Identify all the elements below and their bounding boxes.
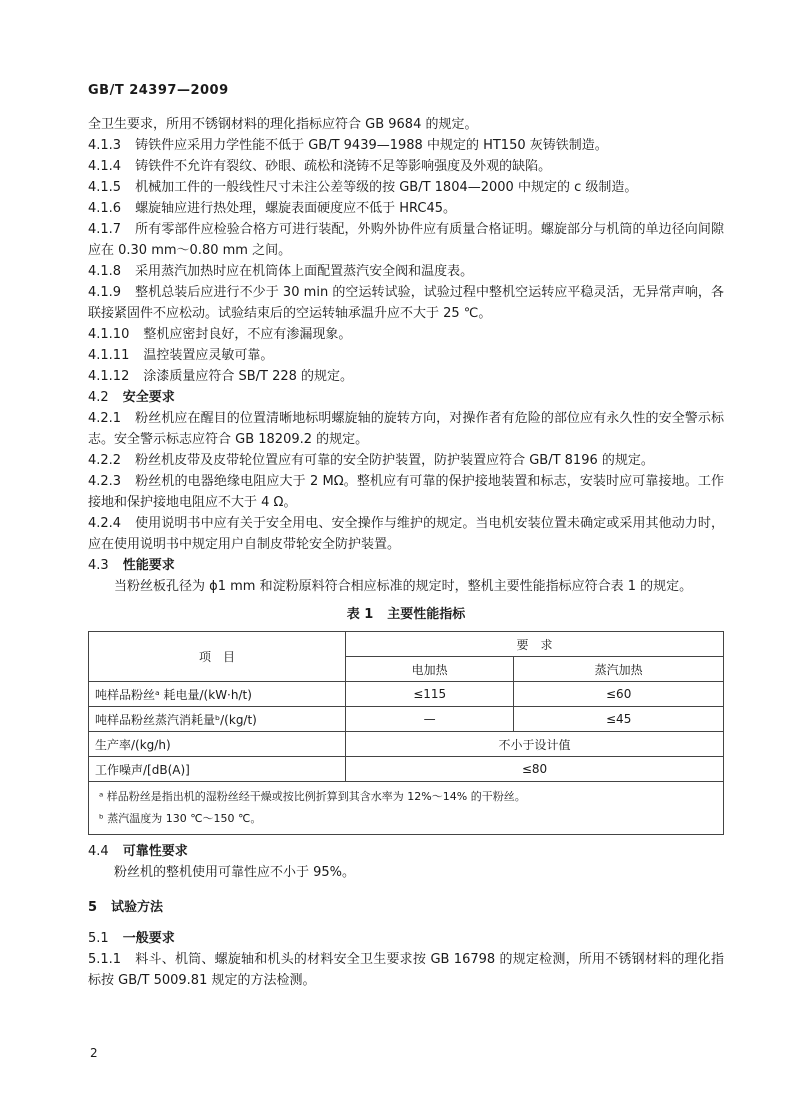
- paragraph-4-1-8: 4.1.8 采用蒸汽加热时应在机筒体上面配置蒸汽安全阀和温度表。: [88, 264, 474, 279]
- row-item: 吨样品粉丝ᵃ 耗电量/(kW·h/t): [89, 682, 346, 707]
- paragraph-4-1-12: 4.1.12 涂漆质量应符合 SB/T 228 的规定。: [88, 369, 354, 384]
- paragraph-4-1-7: 4.1.7 所有零部件应检验合格方可进行装配，外购外协件应有质量合格证明。螺旋部分与机筒的单边径向间隙应在 0.30 mm～0.80 mm 之间。: [88, 222, 724, 258]
- document-body: [88, 114, 724, 991]
- header-item: 项 目: [89, 632, 346, 682]
- clause-number: 4.1.9: [88, 285, 122, 300]
- table-row: [89, 707, 724, 732]
- table-footnote-row: [89, 782, 724, 835]
- section-heading-4-2: 4.2 安全要求: [88, 390, 175, 405]
- section-heading-4-4: 4.4 可靠性要求: [88, 844, 188, 859]
- performance-table: [88, 631, 724, 835]
- row-value: ≤80: [346, 757, 724, 782]
- clause-number: 4.2.3: [88, 474, 122, 489]
- paragraph-4-3-intro: 当粉丝板孔径为 ϕ1 mm 和淀粉原料符合相应标准的规定时，整机主要性能指标应符合表 1 的规定。: [114, 579, 693, 594]
- section-heading-5-1: 5.1 一般要求: [88, 931, 175, 946]
- clause-number: 4.1.6: [88, 201, 122, 216]
- paragraph-4-1-10: 4.1.10 整机应密封良好，不应有渗漏现象。: [88, 327, 352, 342]
- row-item: 工作噪声/[dB(A)]: [89, 757, 346, 782]
- table-row: [89, 732, 724, 757]
- paragraph-4-4: 粉丝机的整机使用可靠性应不小于 95%。: [114, 865, 356, 880]
- footnote-a: ᵃ 样品粉丝是指出机的湿粉丝经干燥或按比例折算到其含水率为 12%～14% 的干粉丝。: [99, 790, 526, 803]
- clause-number: 4.1.5: [88, 180, 122, 195]
- clause-number: 4.1.10: [88, 327, 130, 342]
- paragraph-5-1-1: 5.1.1 料斗、机筒、螺旋轴和机头的材料安全卫生要求按 GB 16798 的规定检测，所用不锈钢材料的理化指标按 GB/T 5009.81 规定的方法检测。: [88, 952, 724, 988]
- paragraph-4-2-2: 4.2.2 粉丝机皮带及皮带轮位置应有可靠的安全防护装置，防护装置应符合 GB/T 8196 的规定。: [88, 453, 654, 468]
- clause-number: 4.1.4: [88, 159, 122, 174]
- clause-number: 4.2.2: [88, 453, 122, 468]
- paragraph-4-1-9: 4.1.9 整机总装后应进行不少于 30 min 的空运转试验，试验过程中整机空运转应平稳灵活，无异常声响，各联接紧固件不应松动。试验结束后的空运转轴承温升应不大于 25 ℃。: [88, 285, 724, 321]
- paragraph-4-1-4: 4.1.4 铸铁件不允许有裂纹、砂眼、疏松和浇铸不足等影响强度及外观的缺陷。: [88, 159, 552, 174]
- section-heading-4-3: 4.3 性能要求: [88, 558, 175, 573]
- document-header-code: GB/T 24397—2009: [88, 83, 229, 98]
- footnote-b: ᵇ 蒸汽温度为 130 ℃～150 ℃。: [99, 812, 262, 825]
- row-steam: ≤45: [514, 707, 724, 732]
- clause-number: 5.1.1: [88, 952, 122, 967]
- paragraph-4-2-4: 4.2.4 使用说明书中应有关于安全用电、安全操作与维护的规定。当电机安装位置未确定或采用其他动力时，应在使用说明书中规定用户自制皮带轮安全防护装置。: [88, 516, 724, 552]
- clause-number: 4.1.7: [88, 222, 122, 237]
- table-row: [89, 757, 724, 782]
- clause-number: 4.2.4: [88, 516, 122, 531]
- row-electric: —: [346, 707, 514, 732]
- page-number: 2: [90, 1046, 98, 1060]
- table-header-row: [89, 632, 724, 657]
- clause-number: 4.2.1: [88, 411, 122, 426]
- header-steam: 蒸汽加热: [514, 657, 724, 682]
- row-item: 生产率/(kg/h): [89, 732, 346, 757]
- paragraph-4-2-1: 4.2.1 粉丝机应在醒目的位置清晰地标明螺旋轴的旋转方向，对操作者有危险的部位应有永久性的安全警示标志。安全警示标志应符合 GB 18209.2 的规定。: [88, 411, 724, 447]
- paragraph-4-1-3: 4.1.3 铸铁件应采用力学性能不低于 GB/T 9439—1988 中规定的 HT150 灰铸铁制造。: [88, 138, 608, 153]
- clause-number: 4.1.3: [88, 138, 122, 153]
- clause-number: 4.1.8: [88, 264, 122, 279]
- paragraph-4-1-5: 4.1.5 机械加工件的一般线性尺寸未注公差等级的按 GB/T 1804—2000 中规定的 c 级制造。: [88, 180, 638, 195]
- row-item: 吨样品粉丝蒸汽消耗量ᵇ/(kg/t): [89, 707, 346, 732]
- table-caption: 表 1 主要性能指标: [346, 607, 466, 622]
- section-heading-5: 5 试验方法: [88, 900, 164, 915]
- paragraph-4-1-11: 4.1.11 温控装置应灵敏可靠。: [88, 348, 274, 363]
- header-requirement: 要 求: [346, 632, 724, 657]
- clause-number: 4.1.11: [88, 348, 130, 363]
- row-electric: ≤115: [346, 682, 514, 707]
- row-steam: ≤60: [514, 682, 724, 707]
- row-value: 不小于设计值: [346, 732, 724, 757]
- paragraph-continued: 全卫生要求，所用不锈钢材料的理化指标应符合 GB 9684 的规定。: [88, 117, 478, 132]
- table-row: [89, 682, 724, 707]
- paragraph-4-1-6: 4.1.6 螺旋轴应进行热处理，螺旋表面硬度应不低于 HRC45。: [88, 201, 456, 216]
- clause-number: 4.1.12: [88, 369, 130, 384]
- header-electric: 电加热: [346, 657, 514, 682]
- paragraph-4-2-3: 4.2.3 粉丝机的电器绝缘电阻应大于 2 MΩ。整机应有可靠的保护接地装置和标志，安装时应可靠接地。工作接地和保护接地电阻应不大于 4 Ω。: [88, 474, 724, 510]
